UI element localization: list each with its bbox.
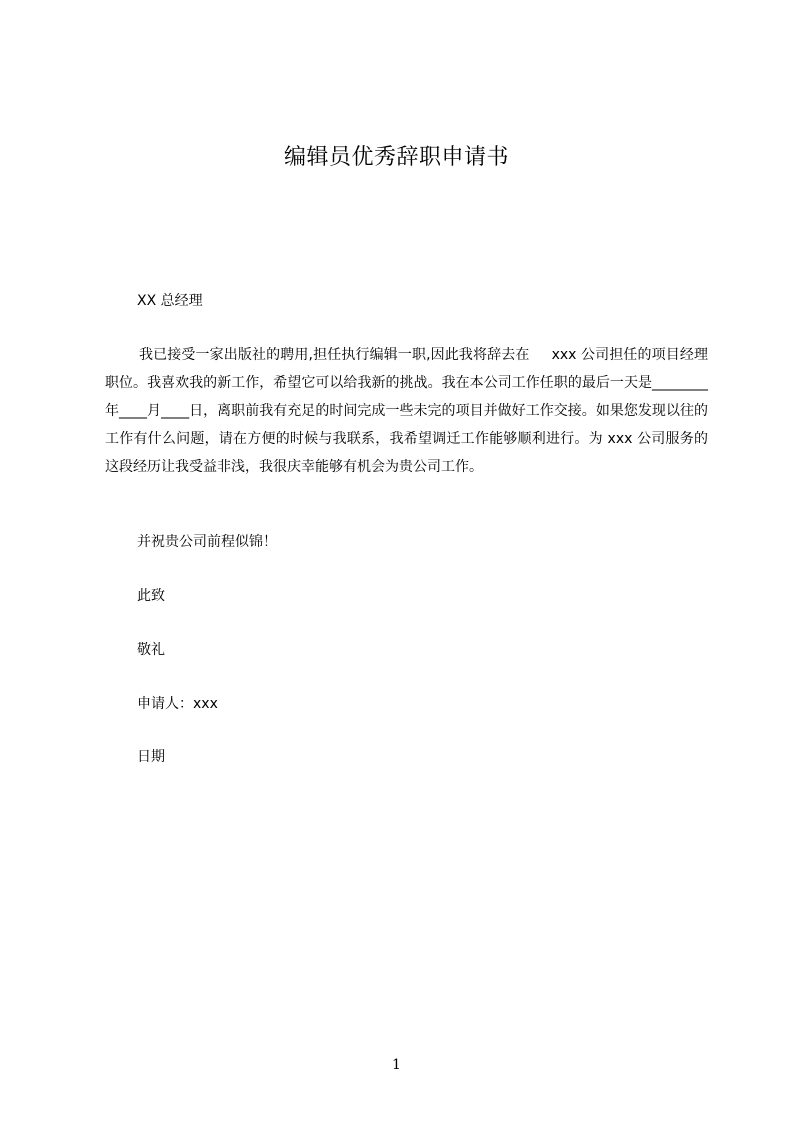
applicant-line: 申请人：xxx [137,696,218,712]
body-paragraph [105,341,708,481]
page-number: 1 [392,1057,401,1073]
body-text-rest: xxx 公司担任的项目经理职位。我喜欢我的新工作，希望它可以给我新的挑战。我在本公司工作任职的最后一天是________年____月____日，离职前我有充足的时间完成一些未完的项目并做好工作交接。如果您发现以往的工作有什么问题，请在方便的时候与我联系，我希望调迁工作能够顺利进行。为 xxx 公司服务的这段经历让我受益非浅，我很庆幸能够有机会为贵公司工作。 [105,347,709,475]
closing-line-1: 此致 [137,588,165,604]
wishes-line: 并祝贵公司前程似锦！ [137,534,277,550]
document-title: 编辑员优秀辞职申请书 [283,145,509,170]
date-line: 日期 [137,749,165,765]
salutation: XX 总经理 [137,293,203,309]
closing-line-2: 敬礼 [137,642,165,658]
body-text-start: 我已接受一家出版社的聘用,担任执行编辑一职,因此我将辞去在 [139,347,530,363]
